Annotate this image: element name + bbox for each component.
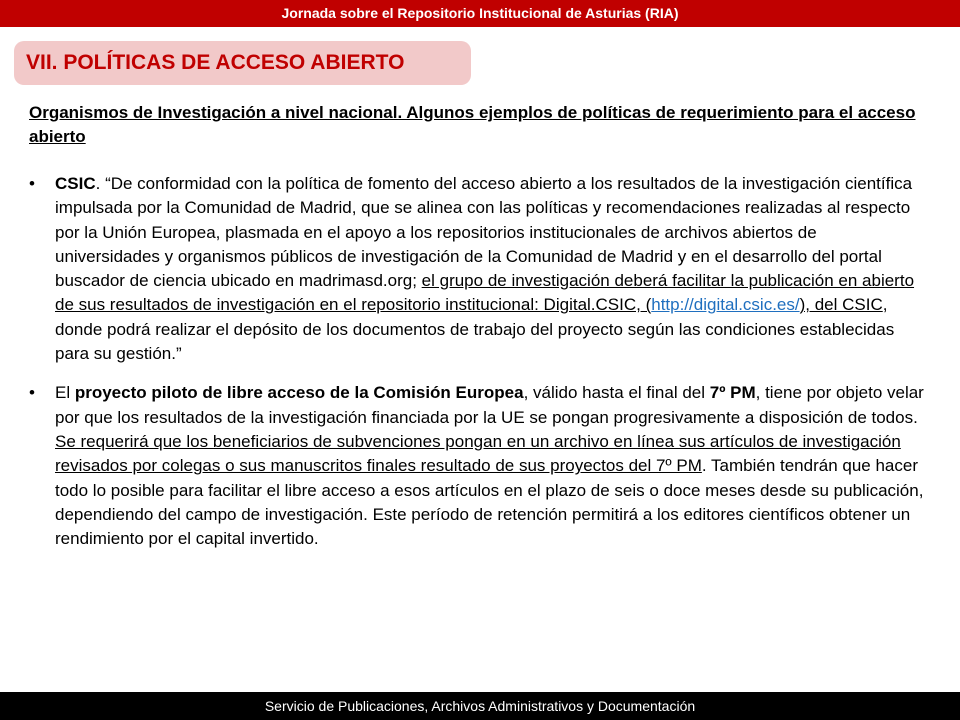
csic-underlined-2: ), del CSIC: [799, 295, 883, 315]
ec-underlined: Se requerirá que los beneficiarios de subvenciones pongan en un archivo en línea sus artículos de investigación revisados por colegas o sus manuscritos finales resultado de sus proyectos del 7º PM: [55, 431, 901, 476]
ec-text-d: . También tendrán que hacer todo lo posible para facilitar el libre acceso a esos artículos en el plazo de seis o doce meses desde su publicación, dependiendo del campo de investigación. Este período de retención permitirá a los editores científicos obtener un rendimiento por el capital invertido.: [55, 456, 924, 549]
subtitle: Organismos de Investigación a nivel nacional. Algunos ejemplos de políticas de requerimiento para el acceso abierto: [29, 103, 916, 146]
ec-text-b: , válido hasta el final del: [523, 383, 710, 403]
bullet-ec-pilot: [29, 381, 924, 551]
ec-text-c: , tiene por objeto velar por que los resultados de la investigación financiada por la UE se pongan progresivamente a disposición de todos.: [55, 383, 924, 427]
bullet-dot: •: [29, 383, 35, 403]
bullet-csic: [29, 172, 924, 366]
digital-csic-link[interactable]: http://digital.csic.es/: [651, 295, 800, 315]
header-bar: [0, 0, 960, 27]
csic-text-2: , donde podrá realizar el depósito de los documentos de trabajo del proyecto según las condiciones establecidas para su gestión.”: [55, 295, 895, 364]
ec-bold-a: proyecto piloto de libre acceso de la Comisión Europea: [74, 383, 524, 403]
footer-text: Servicio de Publicaciones, Archivos Administrativos y Documentación: [264, 698, 696, 714]
bullet-list: [29, 172, 924, 551]
csic-lead: CSIC: [55, 174, 96, 193]
ec-text-a: El: [55, 383, 75, 403]
section-title-text: VII. POLÍTICAS DE ACCESO ABIERTO: [26, 51, 405, 74]
section-title: [14, 41, 471, 85]
csic-text-1: . “De conformidad con la política de fomento del acceso abierto a los resultados de la investigación científica impulsada por la Comunidad de Madrid, que se alinea con las políticas y recomendaciones realizadas al respecto por la Unión Europea, plasmada en el apoyo a los repositorios institucionales de archivos abiertos de universidades y organismos públicos de investigación de la Comunidad de Madrid y en el desarrollo del portal buscador de ciencia ubicado en madrimasd.org;: [55, 174, 913, 291]
csic-underlined-1: el grupo de investigación deberá facilitar la publicación en abierto de sus resultados de investigación en el repositorio institucional: Digital.CSIC, (: [55, 271, 915, 315]
ec-bold-b: 7º PM: [709, 383, 756, 403]
footer-bar: [0, 692, 960, 720]
bullet-dot: •: [29, 174, 35, 193]
header-title: Jornada sobre el Repositorio Institucional de Asturias (RIA): [281, 5, 679, 21]
